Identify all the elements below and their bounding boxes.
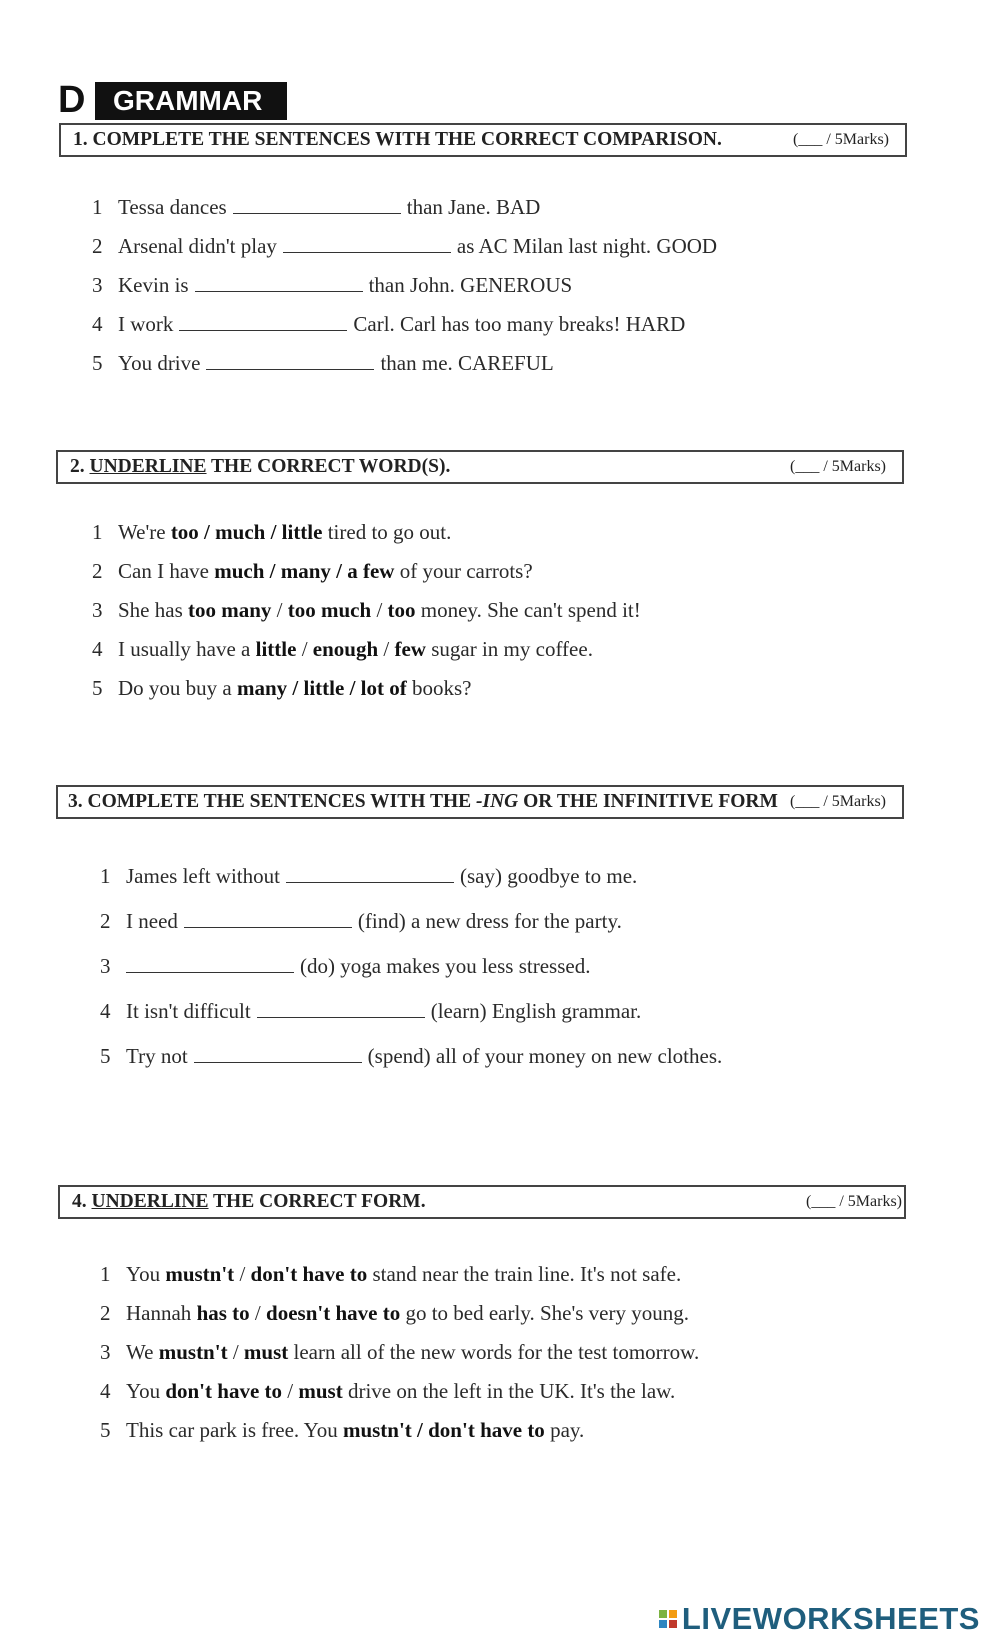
word-choice[interactable]: don't have to [165, 1379, 283, 1403]
s2-item-1: 1 We're too / much / little tired to go out. [92, 520, 452, 544]
word-choice[interactable]: doesn't have to [266, 1301, 401, 1325]
liveworksheets-logo[interactable] [659, 1601, 980, 1637]
liveworksheets-grid-icon [659, 1610, 677, 1628]
section-letter: D [58, 79, 86, 121]
s1-item-3: 3 Kevin is than John. GENEROUS [92, 273, 573, 297]
word-choice[interactable]: too many [188, 598, 272, 622]
section-3-title: 3. COMPLETE THE SENTENCES WITH THE -ING OR THE INFINITIVE FORM [68, 791, 778, 812]
word-choice[interactable]: few [394, 637, 426, 661]
section-banner: GRAMMAR [95, 82, 287, 120]
s2-item-5: 5 Do you buy a many / little / lot of books? [92, 676, 472, 700]
section-4-marks: (___ / 5Marks) [806, 1193, 902, 1210]
s1-item-4: 4 I work Carl. Carl has too many breaks! HARD [92, 312, 686, 336]
section-1-marks: (___ / 5Marks) [793, 131, 889, 148]
answer-blank[interactable] [126, 954, 294, 973]
section-4-title: 4. UNDERLINE THE CORRECT FORM. [72, 1191, 426, 1212]
answer-blank[interactable] [206, 351, 374, 370]
section-1-title: 1. COMPLETE THE SENTENCES WITH THE CORRECT COMPARISON. [73, 129, 722, 150]
answer-blank[interactable] [233, 195, 401, 214]
answer-blank[interactable] [283, 234, 451, 253]
section-2-title: 2. UNDERLINE THE CORRECT WORD(S). [70, 456, 451, 477]
answer-blank[interactable] [257, 999, 425, 1018]
s1-item-1: 1 Tessa dances than Jane. BAD [92, 195, 541, 219]
section-2-marks: (___ / 5Marks) [790, 458, 886, 475]
s3-item-3: 3 (do) yoga makes you less stressed. [100, 954, 591, 978]
s4-item-1: 1 You mustn't / don't have to stand near the train line. It's not safe. [100, 1262, 682, 1286]
logo-text: LIVEWORKSHEETS [681, 1601, 980, 1636]
word-choices[interactable]: many / little / lot of [237, 676, 407, 700]
answer-blank[interactable] [195, 273, 363, 292]
answer-blank[interactable] [179, 312, 347, 331]
s3-item-5: 5 Try not (spend) all of your money on new clothes. [100, 1044, 723, 1068]
s4-item-2: 2 Hannah has to / doesn't have to go to bed early. She's very young. [100, 1301, 689, 1325]
word-choice[interactable]: has to [196, 1301, 250, 1325]
s2-item-2: 2 Can I have much / many / a few of your carrots? [92, 559, 533, 583]
word-choice[interactable]: don't have to [250, 1262, 368, 1286]
s3-item-1: 1 James left without (say) goodbye to me. [100, 864, 638, 888]
word-choice[interactable]: enough [312, 637, 379, 661]
word-choice[interactable]: too [387, 598, 416, 622]
section-3-header [56, 785, 904, 819]
word-choices[interactable]: too / much / little [170, 520, 323, 544]
word-choice[interactable]: must [298, 1379, 343, 1403]
s4-item-3: 3 We mustn't / must learn all of the new words for the test tomorrow. [100, 1340, 700, 1364]
word-choices[interactable]: much / many / a few [214, 559, 395, 583]
word-choice[interactable]: must [243, 1340, 289, 1364]
section-1-header [59, 123, 907, 157]
s3-item-4: 4 It isn't difficult (learn) English grammar. [100, 999, 642, 1023]
s3-item-2: 2 I need (find) a new dress for the party. [100, 909, 622, 933]
s2-item-4: 4 I usually have a little / enough / few sugar in my coffee. [92, 637, 593, 661]
word-choice[interactable]: too much [287, 598, 372, 622]
word-choice[interactable]: mustn't [165, 1262, 235, 1286]
section-4-header [58, 1185, 906, 1219]
answer-blank[interactable] [194, 1044, 362, 1063]
word-choice[interactable]: mustn't [158, 1340, 228, 1364]
section-2-header [56, 450, 904, 484]
answer-blank[interactable] [184, 909, 352, 928]
s1-item-5: 5 You drive than me. CAREFUL [92, 351, 554, 375]
s4-item-5: 5 This car park is free. You mustn't / don't have to pay. [100, 1418, 585, 1442]
s1-item-2: 2 Arsenal didn't play as AC Milan last night. GOOD [92, 234, 718, 258]
section-3-marks: (___ / 5Marks) [790, 793, 886, 810]
word-choice[interactable]: little [255, 637, 297, 661]
answer-blank[interactable] [286, 864, 454, 883]
word-choices[interactable]: mustn't / don't have to [342, 1418, 545, 1442]
s4-item-4: 4 You don't have to / must drive on the left in the UK. It's the law. [100, 1379, 676, 1403]
s2-item-3: 3 She has too many / too much / too money. She can't spend it! [92, 598, 641, 622]
